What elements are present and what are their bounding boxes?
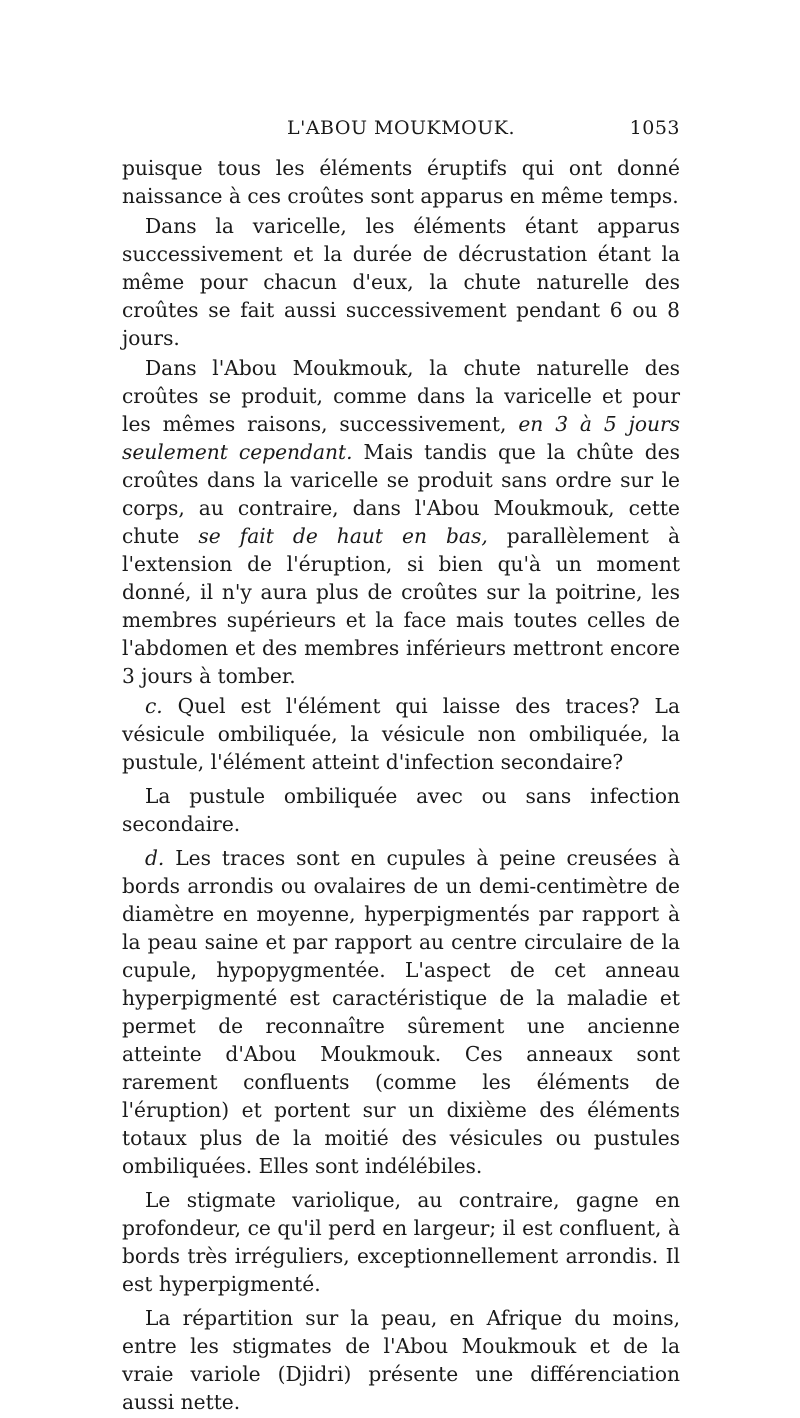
page-number: 1053 bbox=[629, 117, 680, 139]
emphasis-text: en 3 à 5 jours seulement cependant. bbox=[122, 412, 680, 464]
paragraph-text: Quel est l'élément qui laisse des traces? La vésicule ombiliquée, la vésicule non ombiliquée, la pustule, l'élément atteint d'infection secondaire? bbox=[122, 694, 680, 774]
paragraph-continuation: puisque tous les éléments éruptifs qui ont donné naissance à ces croûtes sont apparus en même temps. bbox=[122, 156, 680, 208]
paragraph-question-c bbox=[122, 692, 680, 776]
paragraph-stigmate-variolique: Le stigmate variolique, au contraire, gagne en profondeur, ce qu'il perd en largeur; il est confluent, à bords très irréguliers, exceptionnellement arrondis. Il est hyperpigmenté. bbox=[122, 1188, 680, 1296]
running-title: L'ABOU MOUKMOUK. bbox=[286, 117, 516, 139]
body-text bbox=[122, 154, 680, 1418]
paragraph-text: Les traces sont en cupules à peine creusées à bords arrondis ou ovalaires de un demi-centimètre de diamètre en moyenne, hyperpigmentés par rapport à la peau saine et par rapport au centre circulaire de la cupule, hypopygmentée. L'aspect de cet anneau hyperpigmenté est caractéristique de la maladie et permet de reconnaître sûrement une ancienne atteinte d'Abou Moukmouk. Ces anneaux sont rarement confluents (comme les éléments de l'éruption) et portent sur un dixième des éléments totaux plus de la moitié des vésicules ou pustules ombiliquées. Elles sont indélébiles. bbox=[122, 846, 680, 1178]
paragraph-varicelle: Dans la varicelle, les éléments étant apparus successivement et la durée de décrustation étant la même pour chacun d'eux, la chute naturelle des croûtes se fait aussi successivement pendant 6 ou 8 jours. bbox=[122, 214, 680, 350]
section-marker: c. bbox=[145, 694, 163, 718]
paragraph-repartition: La répartition sur la peau, en Afrique du moins, entre les stigmates de l'Abou Moukmouk et de la vraie variole (Djidri) présente une différenciation aussi nette. bbox=[122, 1306, 680, 1414]
paragraph-abou-moukmouk-chute bbox=[122, 354, 680, 690]
paragraph-traces-d bbox=[122, 844, 680, 1180]
paragraph-answer: La pustule ombiliquée avec ou sans infection secondaire. bbox=[122, 784, 680, 836]
section-marker: d. bbox=[145, 846, 165, 870]
paragraph-text: Dans l'Abou Moukmouk, la chute naturelle des croûtes se produit, comme dans la varicelle et pour les mêmes raisons, successivement, bbox=[122, 356, 680, 436]
paragraph-text: Mais tandis que la chûte des croûtes dans la varicelle se produit sans ordre sur le corps, au contraire, dans l'Abou Moukmouk, cette chute bbox=[122, 440, 680, 548]
emphasis-text: se fait de haut en bas, bbox=[198, 524, 488, 548]
paragraph-text: parallèlement à l'extension de l'éruption, si bien qu'à un moment donné, il n'y aura plus de croûtes sur la poitrine, les membres supérieurs et la face mais toutes celles de l'abdomen et des membres inférieurs mettront encore 3 jours à tomber. bbox=[122, 524, 680, 688]
running-head bbox=[122, 117, 680, 143]
